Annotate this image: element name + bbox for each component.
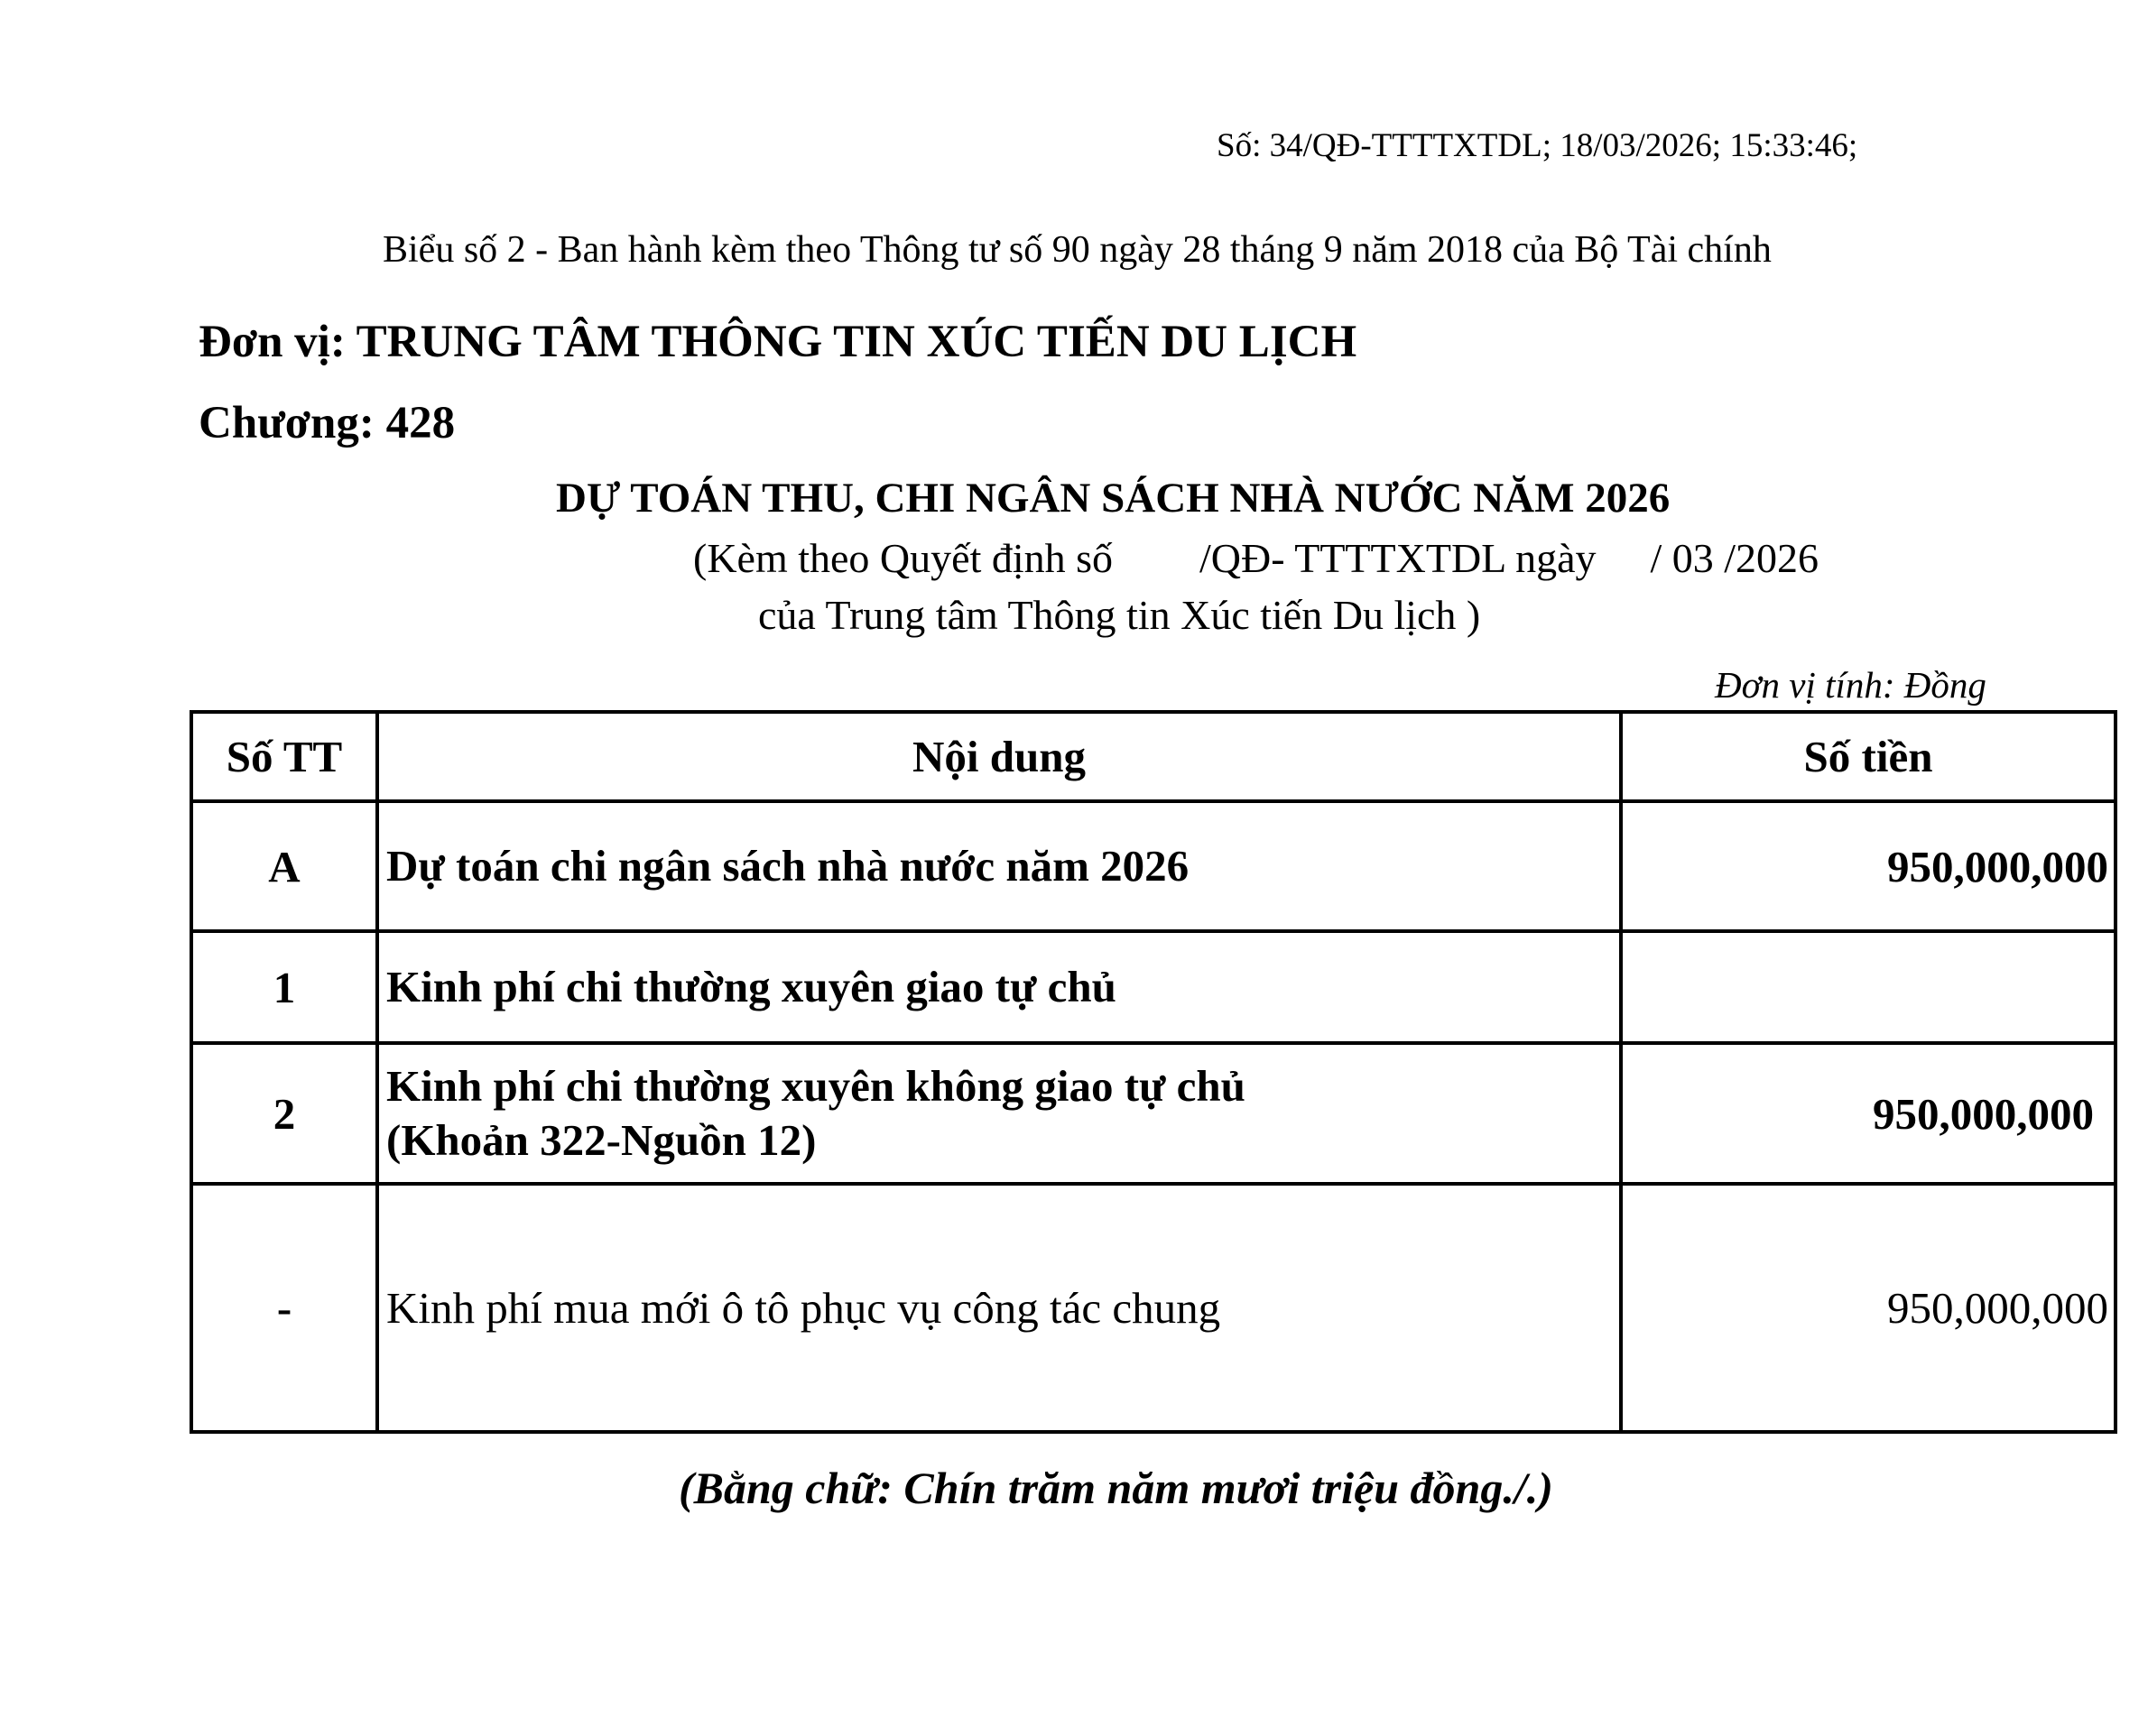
row-content-line-1: Kinh phí chi thường xuyên không giao tự chủ [386,1061,1245,1111]
budget-table [190,710,2117,1434]
amount-in-words: (Bằng chữ: Chín trăm năm mươi triệu đồng./.) [679,1463,1553,1513]
document-reference: Số: 34/QĐ-TTTTXTDL; 18/03/2026; 15:33:46; [1217,127,1858,164]
issuing-agency-line: của Trung tâm Thông tin Xúc tiến Du lịch ) [758,592,1481,638]
document-title: DỰ TOÁN THU, CHI NGÂN SÁCH NHÀ NƯỚC NĂM 2026 [556,475,1671,522]
row-stt: - [191,1184,377,1432]
row-content [377,1043,1621,1184]
row-content-line-2: (Khoản 322-Nguồn 12) [386,1115,817,1165]
row-content: Dự toán chi ngân sách nhà nước năm 2026 [377,801,1621,931]
row-content: Kinh phí chi thường xuyên giao tự chủ [377,931,1621,1043]
decision-reference [693,534,1819,582]
table-row [191,1184,2116,1432]
decision-reference-part-2: /QĐ- TTTTXTDL ngày [1199,535,1597,581]
table-row [191,801,2116,931]
row-amount: 950,000,000 [1621,1043,2116,1184]
table-row [191,931,2116,1043]
header-stt: Số TT [191,712,377,801]
row-stt: A [191,801,377,931]
form-note: Biểu số 2 - Ban hành kèm theo Thông tư số 90 ngày 28 tháng 9 năm 2018 của Bộ Tài chính [383,229,1772,271]
row-stt: 2 [191,1043,377,1184]
row-amount: 950,000,000 [1621,801,2116,931]
row-amount: 950,000,000 [1621,1184,2116,1432]
header-amount: Số tiền [1621,712,2116,801]
unit-of-measure: Đơn vị tính: Đồng [1715,664,1986,706]
decision-reference-part-1: (Kèm theo Quyết định số [693,535,1114,581]
table-row [191,1043,2116,1184]
organization-unit: Đơn vị: TRUNG TÂM THÔNG TIN XÚC TIẾN DU LỊCH [199,317,1357,367]
header-content: Nội dung [377,712,1621,801]
row-amount [1621,931,2116,1043]
row-content: Kinh phí mua mới ô tô phục vụ công tác chung [377,1184,1621,1432]
table-header-row [191,712,2116,801]
row-stt: 1 [191,931,377,1043]
chapter-code: Chương: 428 [199,398,456,448]
decision-reference-part-3: / 03 /2026 [1650,535,1819,581]
